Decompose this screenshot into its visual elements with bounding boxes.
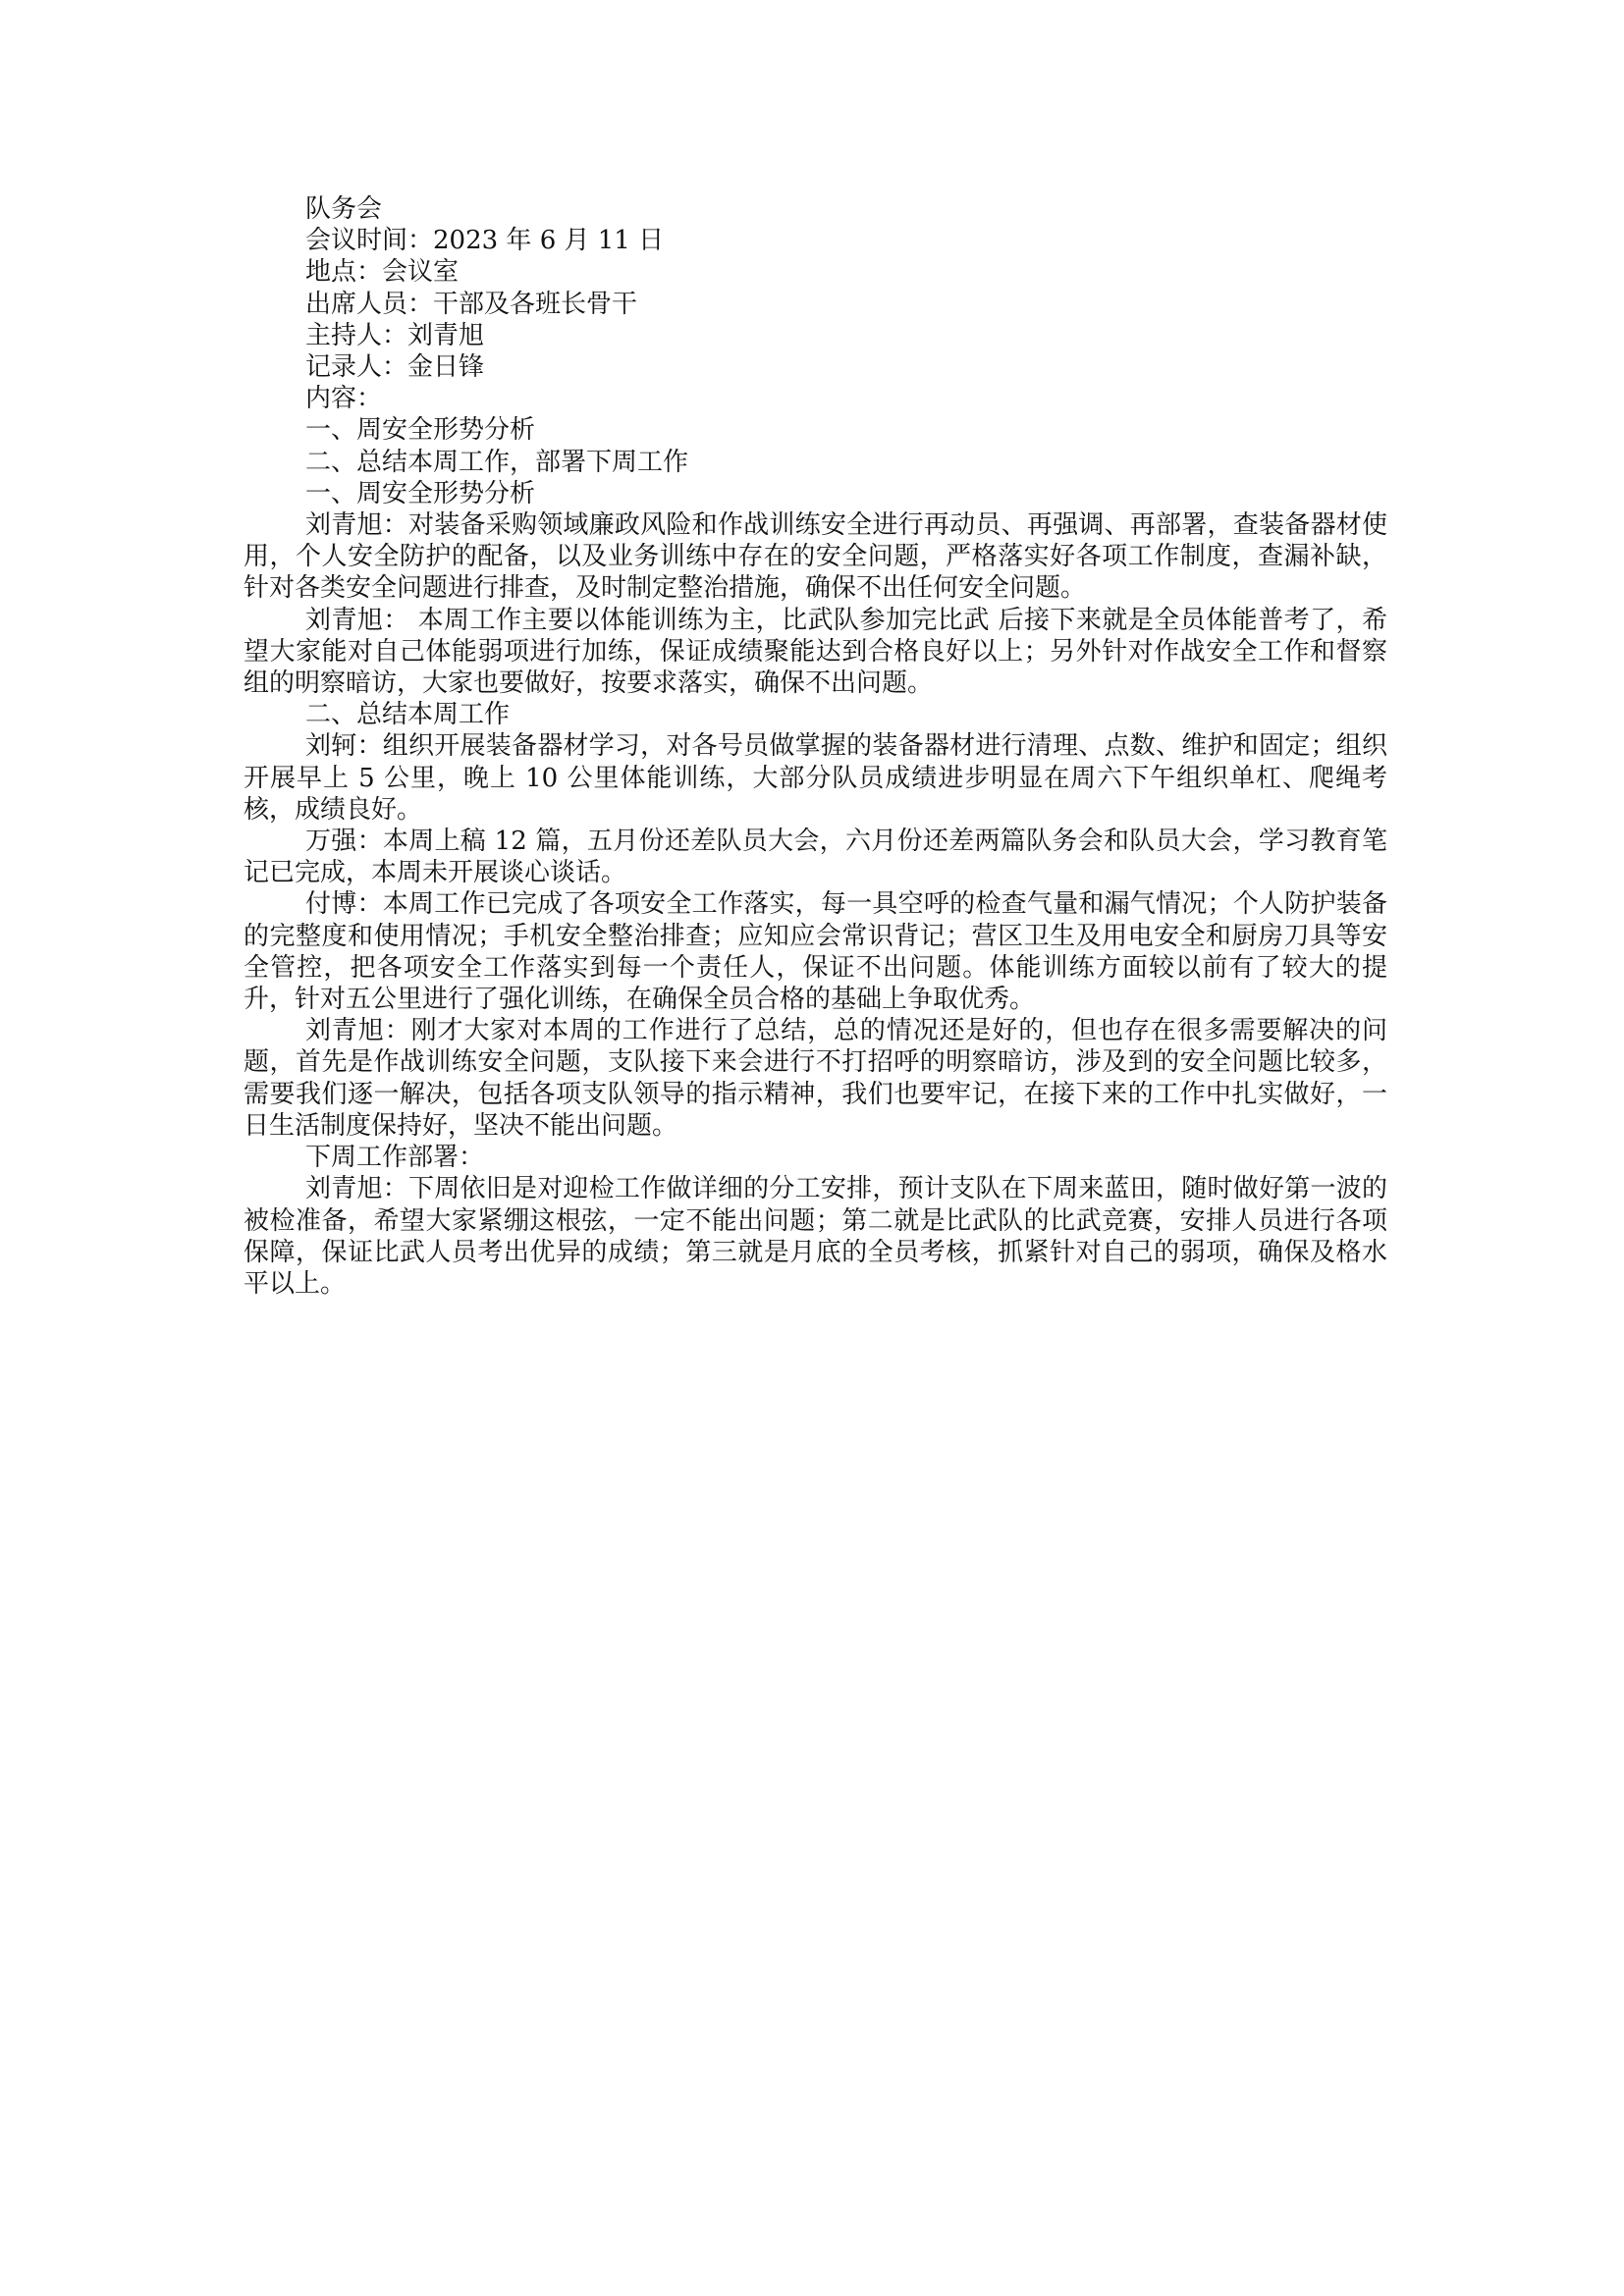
meeting-recorder: 记录人：金日锋 [305, 352, 485, 383]
paragraph: 付博：本周工作已完成了各项安全工作落实，每一具空呼的检查气量和漏气情况；个人防护装备的完整度和使用情况；手机安全整治排查；应知应会常识背记；营区卫生及用电安全和厨房刀具等安全管控，把各项安全工作落实到每一个责任人，保证不出问题。体能训练方面较以前有了较大的提升，针对五公里进行了强化训练，在确保全员合格的基础上争取优秀。 [244, 889, 1387, 1015]
agenda-item: 二、总结本周工作，部署下周工作 [305, 447, 689, 477]
paragraph: 刘轲：组织开展装备器材学习，对各号员做掌握的装备器材进行清理、点数、维护和固定；组织开展早上 5 公里，晚上 10 公里体能训练，大部分队员成绩进步明显在周六下午组织单杠、爬绳考核，成绩良好。 [244, 731, 1387, 825]
paragraph: 刘青旭： 本周工作主要以体能训练为主，比武队参加完比武 后接下来就是全员体能普考了，希望大家能对自己体能弱项进行加练，保证成绩聚能达到合格良好以上；另外针对作战安全工作和督察组的明察暗访，大家也要做好，按要求落实，确保不出问题。 [244, 605, 1387, 699]
paragraph: 刘青旭：下周依旧是对迎检工作做详细的分工安排，预计支队在下周来蓝田，随时做好第一波的被检准备，希望大家紧绷这根弦，一定不能出问题；第二就是比武队的比武竞赛，安排人员进行各项保障，保证比武人员考出优异的成绩；第三就是月底的全员考核，抓紧针对自己的弱项，确保及格水平以上。 [244, 1174, 1387, 1299]
meeting-time: 会议时间：2023 年 6 月 11 日 [305, 226, 665, 256]
section-heading-summary: 二、总结本周工作 [305, 700, 511, 730]
section-heading-next-week: 下周工作部署： [305, 1143, 485, 1173]
document-body [244, 193, 1387, 1300]
document-title: 队务会 [305, 194, 383, 224]
agenda-item: 一、周安全形势分析 [305, 415, 536, 446]
section-heading-safety: 一、周安全形势分析 [305, 478, 536, 508]
meeting-host: 主持人：刘青旭 [305, 320, 485, 350]
paragraph: 刘青旭：对装备采购领域廉政风险和作战训练安全进行再动员、再强调、再部署，查装备器材使用，个人安全防护的配备，以及业务训练中存在的安全问题，严格落实好各项工作制度，查漏补缺，针对各类安全问题进行排查，及时制定整治措施，确保不出任何安全问题。 [244, 510, 1387, 604]
meeting-location: 地点：会议室 [305, 257, 460, 288]
paragraph: 刘青旭：刚才大家对本周的工作进行了总结，总的情况还是好的，但也存在很多需要解决的问题，首先是作战训练安全问题，支队接下来会进行不打招呼的明察暗访，涉及到的安全问题比较多，需要我们逐一解决，包括各项支队领导的指示精神，我们也要牢记，在接下来的工作中扎实做好，一日生活制度保持好，坚决不能出问题。 [244, 1016, 1387, 1141]
paragraph: 万强：本周上稿 12 篇，五月份还差队员大会，六月份还差两篇队务会和队员大会，学习教育笔记已完成，本周未开展谈心谈话。 [244, 827, 1387, 888]
content-label: 内容： [305, 384, 383, 414]
meeting-attendees: 出席人员：干部及各班长骨干 [305, 289, 638, 319]
